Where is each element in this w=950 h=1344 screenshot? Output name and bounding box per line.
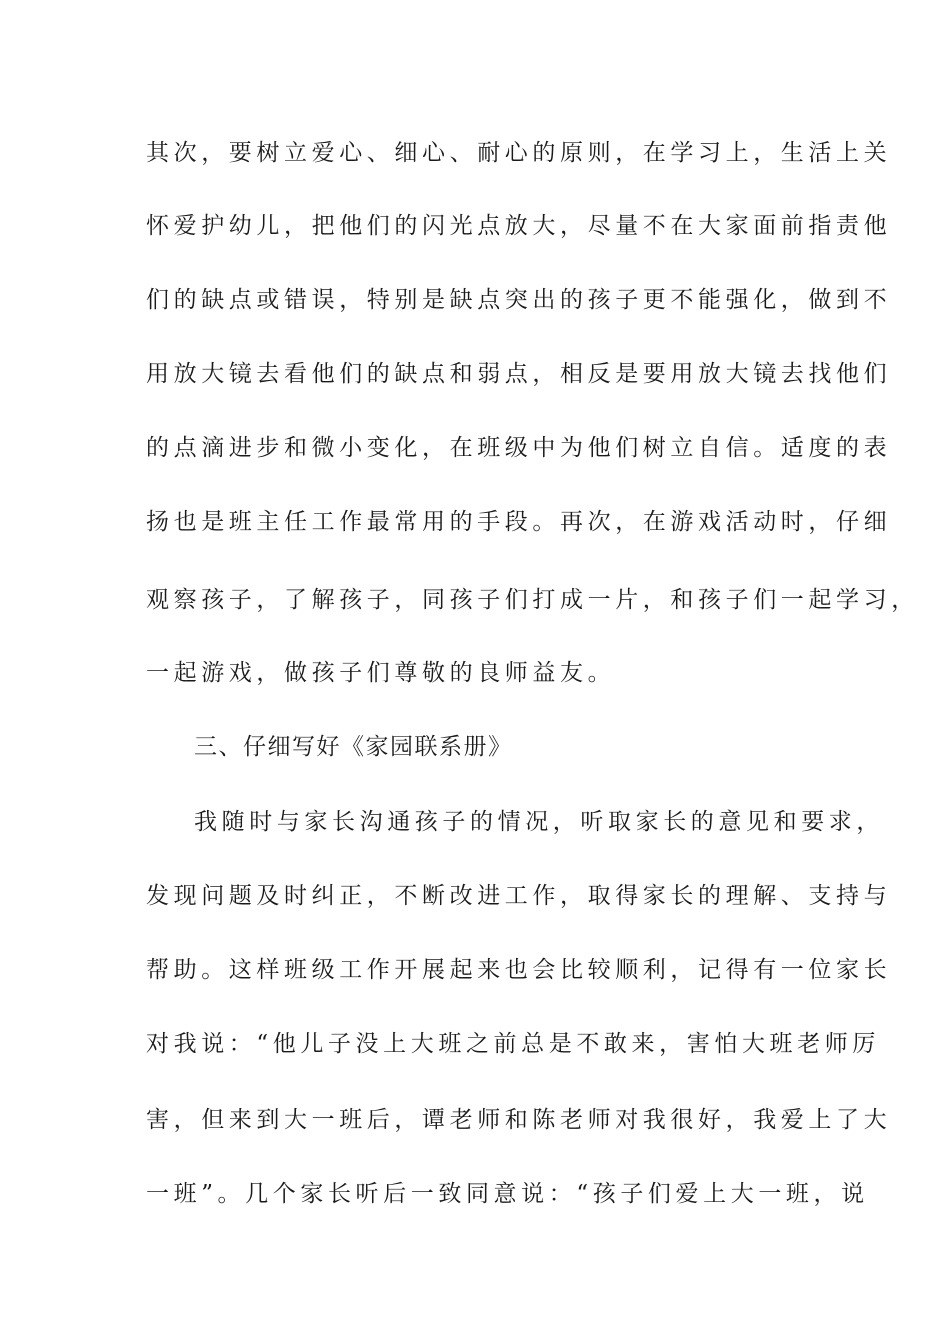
paragraph-line: 观察孩子，了解孩子，同孩子们打成一片，和孩子们一起学习， [146, 587, 919, 613]
paragraph-line: 用放大镜去看他们的缺点和弱点，相反是要用放大镜去找他们 [146, 361, 892, 387]
paragraph-line: 的点滴进步和微小变化，在班级中为他们树立自信。适度的表 [146, 435, 892, 461]
paragraph-line: 一起游戏，做孩子们尊敬的良师益友。 [146, 660, 616, 686]
paragraph-line: 怀爱护幼儿，把他们的闪光点放大，尽量不在大家面前指责他 [146, 213, 892, 239]
paragraph-line: 一班”。几个家长听后一致同意说：“孩子们爱上大一班，说 [146, 1181, 869, 1207]
section-heading: 三、仔细写好《家园联系册》 [194, 734, 513, 760]
paragraph-line: 帮助。这样班级工作开展起来也会比较顺利，记得有一位家长 [146, 957, 892, 983]
paragraph-line: 发现问题及时纠正，不断改进工作，取得家长的理解、支持与 [146, 883, 892, 909]
paragraph-line: 对我说：“他儿子没上大班之前总是不敢来，害怕大班老师厉 [146, 1031, 880, 1057]
paragraph-line: 我随时与家长沟通孩子的情况，听取家长的意见和要求， [194, 809, 884, 835]
paragraph-line: 们的缺点或错误，特别是缺点突出的孩子更不能强化，做到不 [146, 287, 892, 313]
paragraph-line: 扬也是班主任工作最常用的手段。再次，在游戏活动时，仔细 [146, 509, 892, 535]
paragraph-line: 其次，要树立爱心、细心、耐心的原则，在学习上，生活上关 [146, 140, 892, 166]
paragraph-line: 害，但来到大一班后，谭老师和陈老师对我很好，我爱上了大 [146, 1107, 892, 1133]
